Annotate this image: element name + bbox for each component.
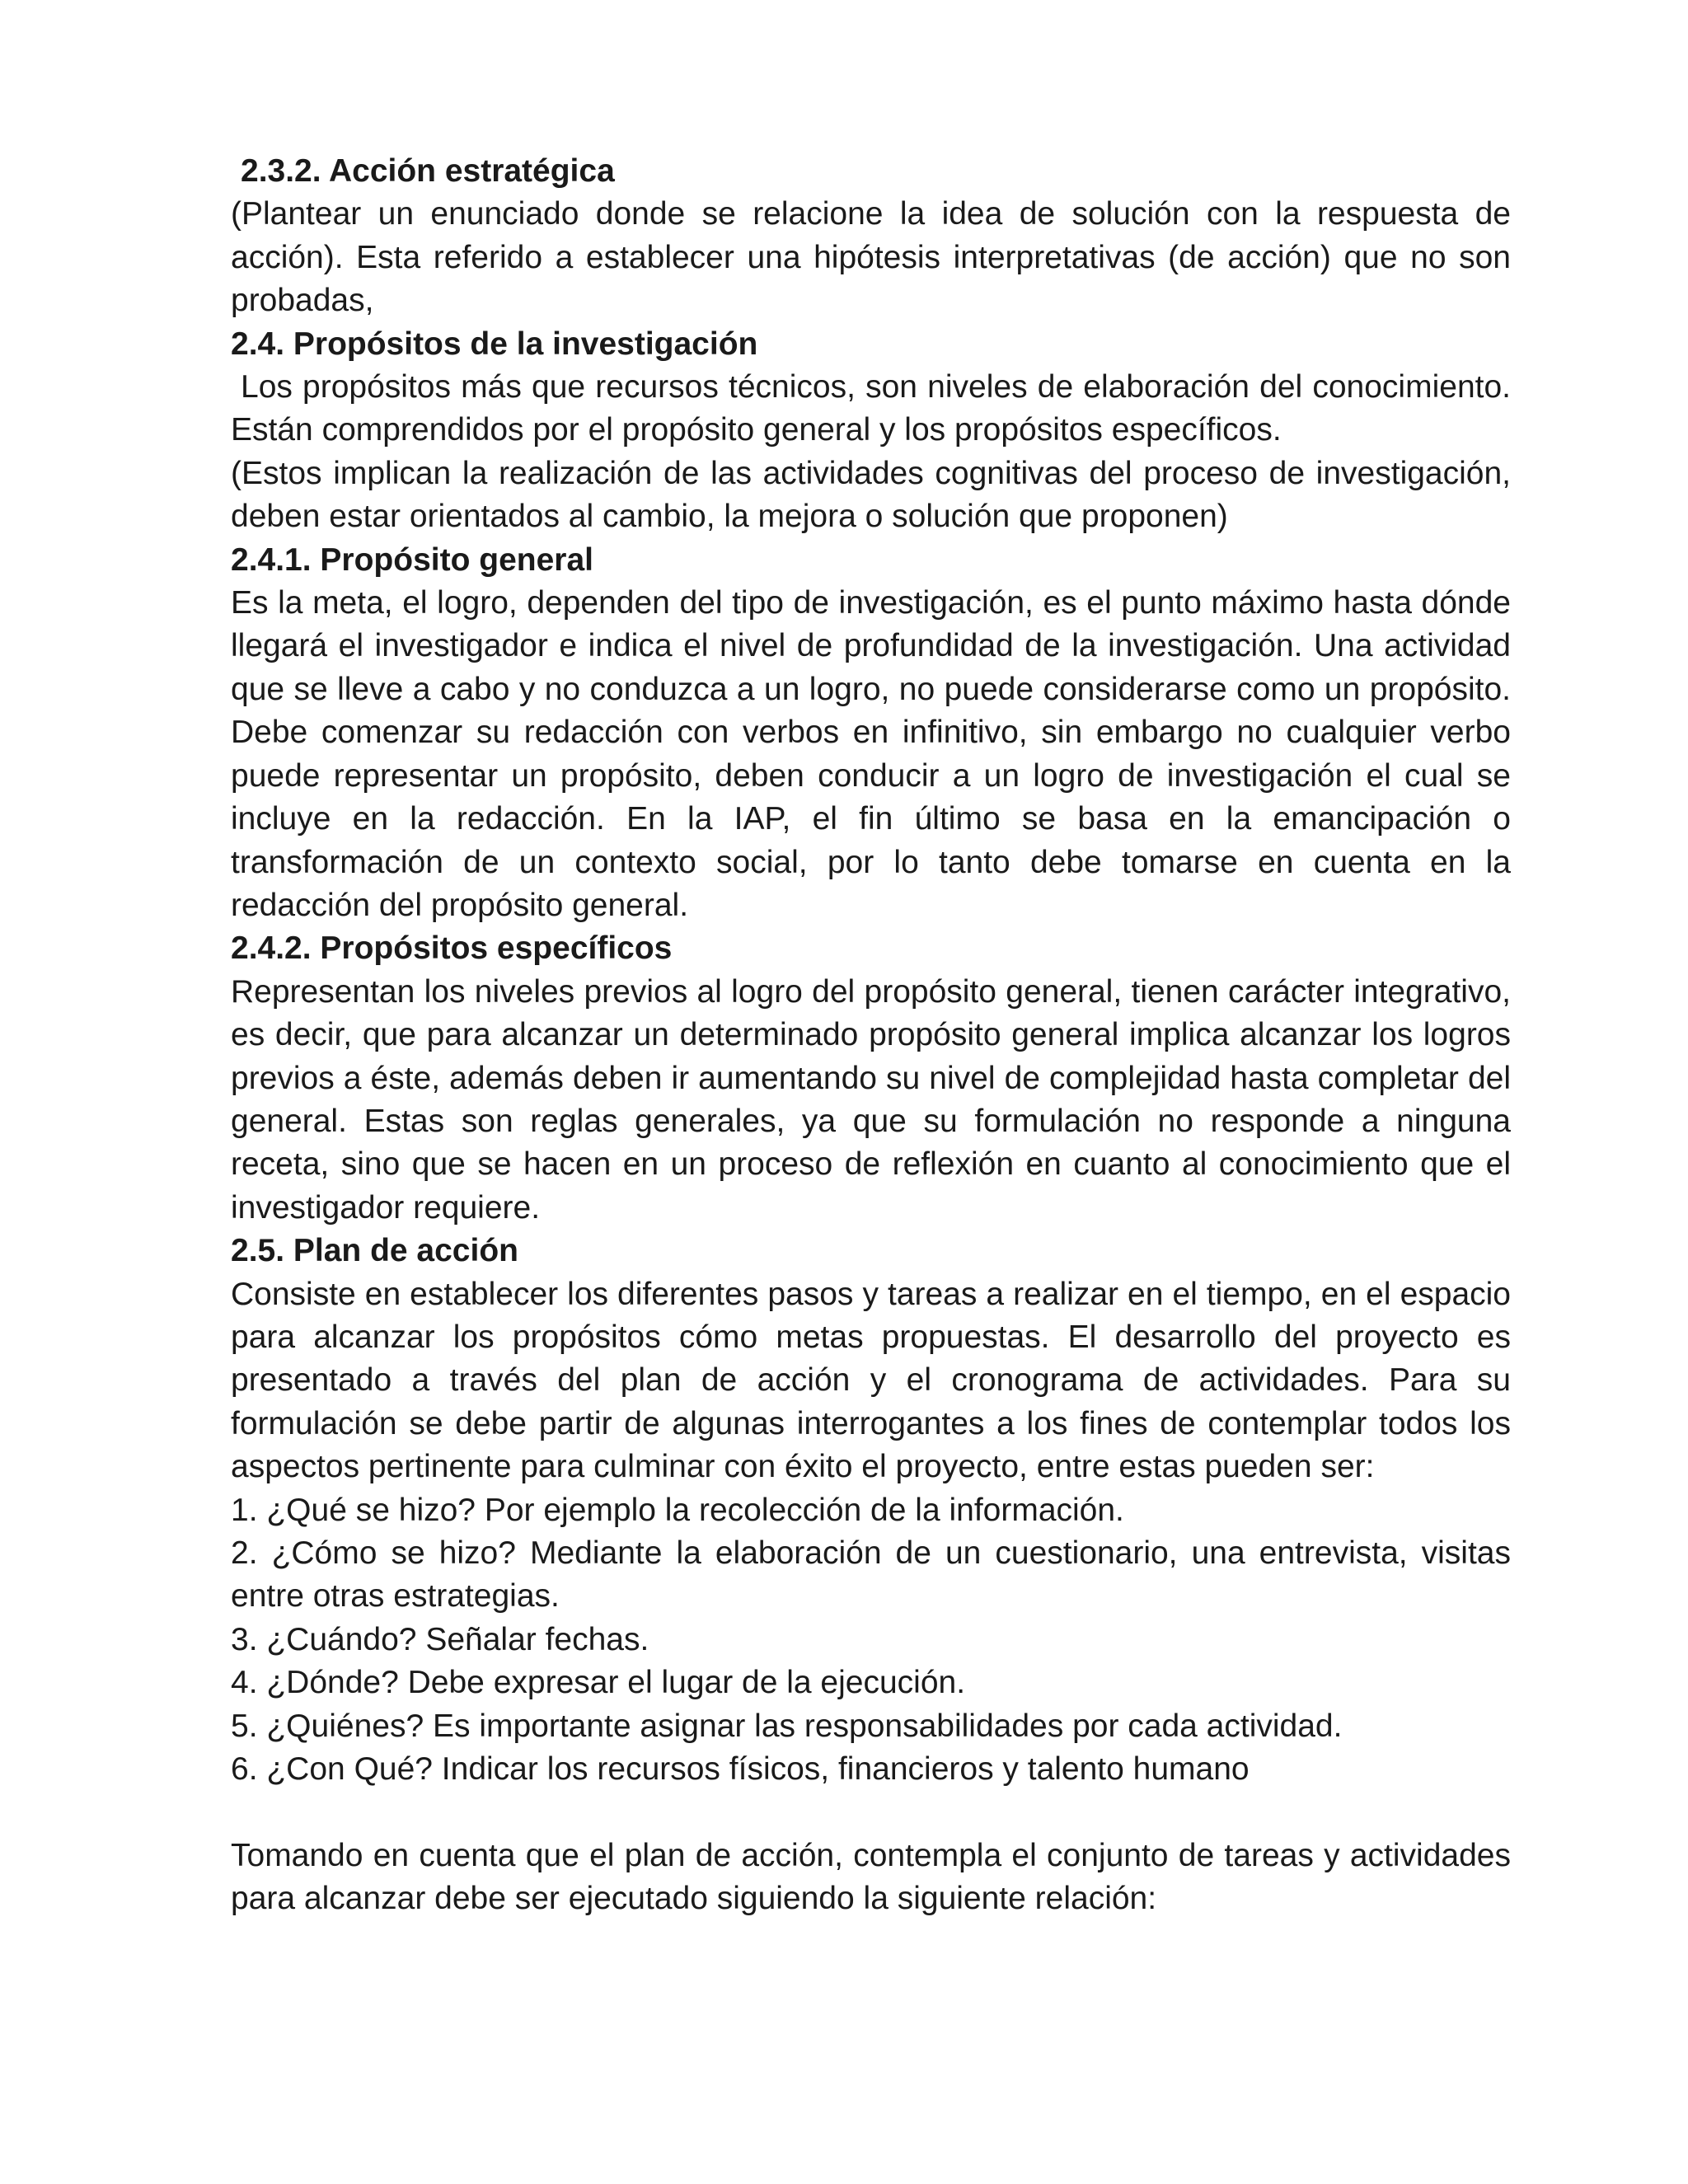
list-item: 3. ¿Cuándo? Señalar fechas. (231, 1621, 649, 1657)
document-page (231, 150, 1511, 1921)
paragraph-closing: Tomando en cuenta que el plan de acción, contempla el conjunto de tareas y actividades para alcanzar debe ser ejecutado siguiendo la siguiente relación: (231, 1837, 1511, 1917)
paragraph-propositos-investigacion-note: (Estos implican la realización de las actividades cognitivas del proceso de investigación, deben estar orientados al cambio, la mejora o solución que proponen) (231, 455, 1511, 535)
list-item: 1. ¿Qué se hizo? Por ejemplo la recolección de la información. (231, 1492, 1124, 1528)
heading-proposito-general: 2.4.1. Propósito general (231, 541, 593, 578)
paragraph-plan-de-accion: Consiste en establecer los diferentes pasos y tareas a realizar en el tiempo, en el espacio para alcanzar los propósitos cómo metas propuestas. El desarrollo del proyecto es presentado a través del plan de acción y el cronograma de actividades. Para su formulación se debe partir de algunas interrogantes a los fines de contemplar todos los aspectos pertinente para culminar con éxito el proyecto, entre estas pueden ser: (231, 1276, 1511, 1485)
paragraph-propositos-investigacion: Los propósitos más que recursos técnicos, son niveles de elaboración del conocimiento. Están comprendidos por el propósito general y los propósitos específicos. (231, 369, 1511, 448)
list-item: 2. ¿Cómo se hizo? Mediante la elaboración de un cuestionario, una entrevista, visitas entre otras estrategias. (231, 1535, 1511, 1615)
paragraph-accion-estrategica: (Plantear un enunciado donde se relacione la idea de solución con la respuesta de acción). Esta referido a establecer una hipótesis interpretativas (de acción) que no son probadas, (231, 196, 1511, 319)
heading-accion-estrategica: 2.3.2. Acción estratégica (241, 153, 615, 189)
list-item: 5. ¿Quiénes? Es importante asignar las responsabilidades por cada actividad. (231, 1708, 1343, 1744)
heading-propositos-investigacion: 2.4. Propósitos de la investigación (231, 326, 758, 362)
list-item: 4. ¿Dónde? Debe expresar el lugar de la ejecución. (231, 1665, 966, 1701)
paragraph-proposito-general: Es la meta, el logro, dependen del tipo de investigación, es el punto máximo hasta dónde llegará el investigador e indica el nivel de profundidad de la investigación. Una actividad que se lleve a cabo y no conduzca a un logro, no puede considerarse como un propósito. Debe comenzar su redacción con verbos en infinitivo, sin embargo no cualquier verbo puede representar un propósito, deben conducir a un logro de investigación el cual se incluye en la redacción. En la IAP, el fin último se basa en la emancipación o transformación de un contexto social, por lo tanto debe tomarse en cuenta en la redacción del propósito general. (231, 585, 1511, 923)
heading-plan-de-accion: 2.5. Plan de acción (231, 1233, 518, 1269)
paragraph-propositos-especificos: Representan los niveles previos al logro del propósito general, tienen carácter integrativo, es decir, que para alcanzar un determinado propósito general implica alcanzar los logros previos a éste, además deben ir aumentando su nivel de complejidad hasta completar del general. Estas son reglas generales, ya que su formulación no responde a ninguna receta, sino que se hacen en un proceso de reflexión en cuanto al conocimiento que el investigador requiere. (231, 973, 1511, 1226)
list-item: 6. ¿Con Qué? Indicar los recursos físicos, financieros y talento humano (231, 1751, 1250, 1788)
heading-propositos-especificos: 2.4.2. Propósitos específicos (231, 930, 673, 967)
blank-line (231, 1791, 1511, 1834)
